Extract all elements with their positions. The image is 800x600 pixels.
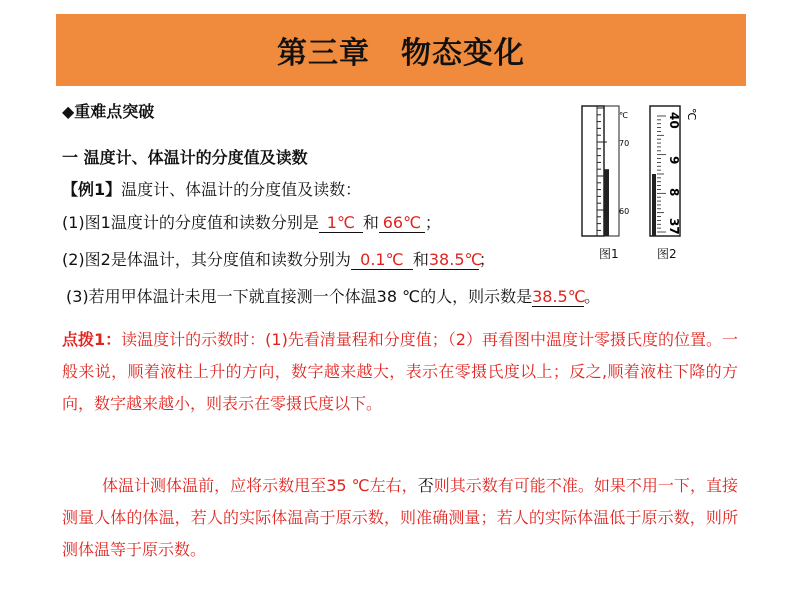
- thermometer-figure-1: [578, 104, 638, 238]
- q1-answer-division: 1℃: [319, 214, 363, 233]
- tip-text-2-bold: 否: [417, 476, 434, 495]
- question-3: [66, 286, 600, 308]
- thermometer-figure-2: [648, 104, 696, 238]
- thermometer-2-label-40: 40: [667, 112, 681, 129]
- thermometer-1-unit: ℃: [619, 111, 628, 120]
- thermometer-1-label-60: 60: [619, 207, 630, 216]
- figure-1-caption: 图1: [599, 247, 619, 261]
- thermometer-2-liquid-column: [652, 174, 656, 236]
- q2-mid: 和: [412, 250, 429, 269]
- thermometer-1-liquid-column: [604, 169, 609, 236]
- q3-answer: 38.5℃: [532, 287, 586, 306]
- tip-text-1: 读温度计的示数时：(1)先看清量程和分度值；（2）再看图中温度计零摄氏度的位置。一般来说，顺着液柱上升的方向，数字越来越大，表示在零摄氏度以上；反之,顺着液柱下降的方向，数字越来越小，则表示在零摄氏度以下。: [62, 330, 738, 413]
- section-heading: ◆重难点突破: [62, 102, 155, 121]
- q3-prefix: (3)若用甲体温计未甩一下就直接测一个体温38 ℃的人，则示数是: [66, 287, 533, 306]
- example-prompt-line: [62, 179, 361, 201]
- tip-label: 点拨1：: [62, 330, 122, 349]
- page-title: 第三章 物态变化: [277, 36, 525, 71]
- figure-2-caption: 图2: [657, 247, 677, 261]
- thermometer-2-label-39: 9: [667, 156, 681, 165]
- topic-heading: 一 温度计、体温计的分度值及读数: [62, 148, 308, 167]
- thermometer-2-label-38: 8: [667, 188, 681, 197]
- q2-answer-reading: 38.5℃: [428, 250, 483, 269]
- tip-paragraph-2: [62, 470, 738, 566]
- thermometer-2-unit: ℃: [685, 108, 698, 121]
- example-prompt: 温度计、体温计的分度值及读数：: [121, 180, 362, 199]
- question-2: [62, 249, 495, 271]
- q1-mid: 和: [362, 213, 379, 232]
- q1-answer-reading: 66℃: [379, 214, 425, 233]
- tip-paragraph-1: [62, 324, 738, 420]
- q2-suffix: ；: [478, 250, 495, 269]
- tip-text-2-lead: 体温计测体温前，应将示数甩至35 ℃左右，: [102, 476, 418, 495]
- q2-answer-division: 0.1℃: [351, 251, 413, 270]
- thermometer-2-ticks: [657, 116, 666, 232]
- q1-prefix: (1)图1温度计的分度值和读数分别是: [62, 213, 319, 232]
- example-tag: 【例1】: [62, 180, 122, 199]
- tip-text-2-rest: 则其示数有可能不准。如果不用一下，直接测量人体的体温，若人的实际体温高于原示数，则准确测量；若人的实际体温低于原示数，则所测体温等于原示数。: [62, 476, 738, 559]
- thermometer-1-label-70: 70: [619, 139, 630, 148]
- question-1: [62, 212, 441, 234]
- q1-suffix: ；: [424, 213, 441, 232]
- title-banner: [56, 14, 746, 86]
- thermometer-2-label-37: 37: [667, 218, 681, 235]
- q2-prefix: (2)图2是体温计，其分度值和读数分别为: [62, 250, 351, 269]
- q3-suffix: 。: [584, 287, 601, 306]
